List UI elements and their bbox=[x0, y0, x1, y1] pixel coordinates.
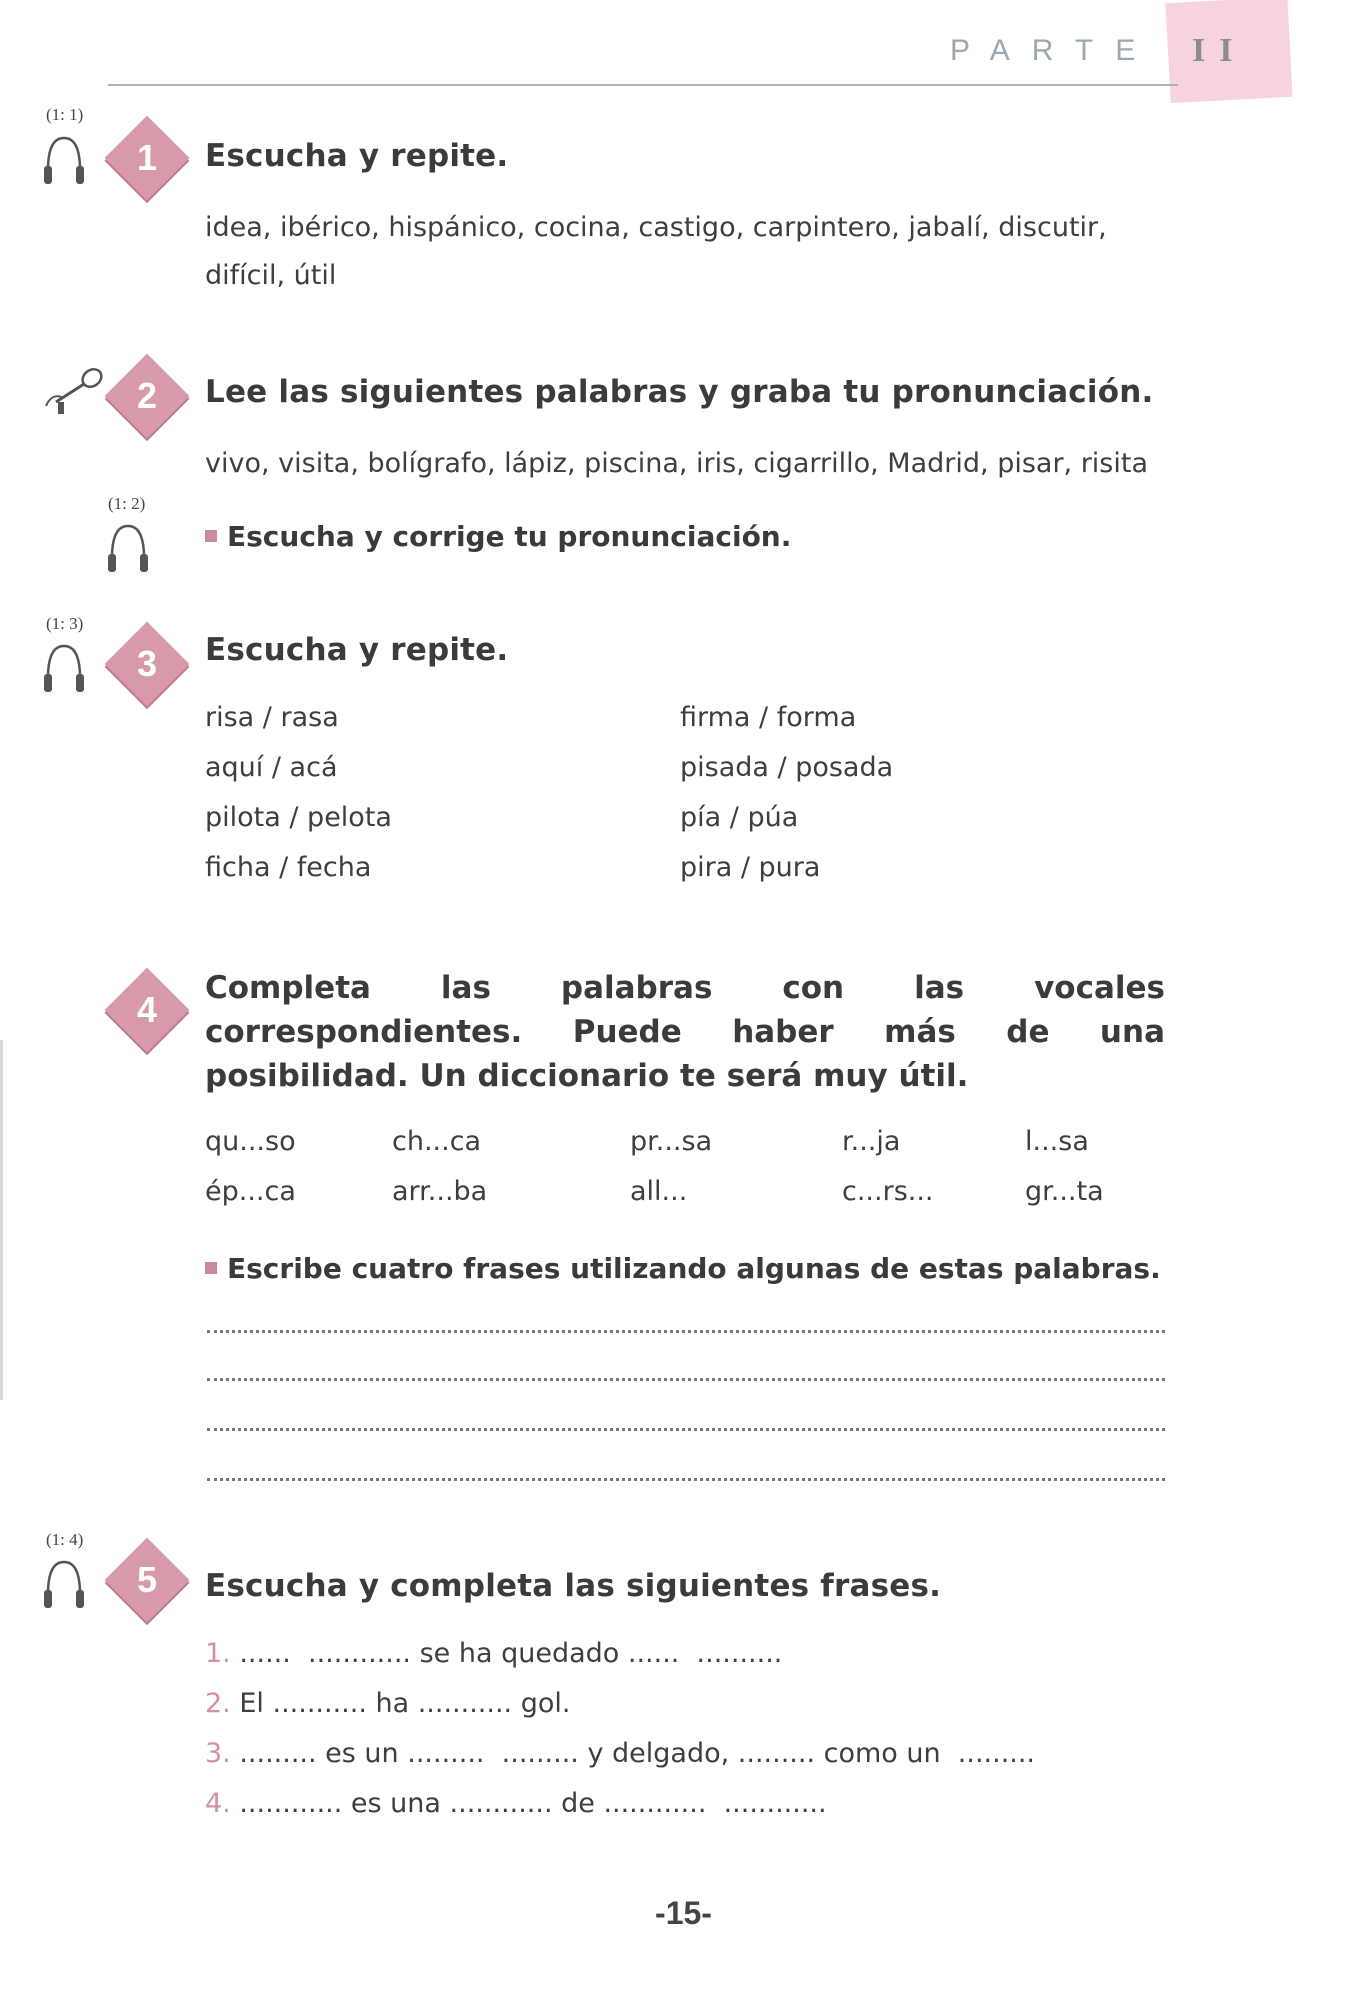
exercise-4-sub-instruction: Escribe cuatro frases utilizando algunas de estas palabras. bbox=[205, 1252, 1161, 1285]
word-pair: pilota / pelota bbox=[205, 802, 392, 833]
headphones-icon[interactable] bbox=[42, 1554, 86, 1614]
headphones-icon[interactable] bbox=[42, 130, 86, 190]
word-pair: firma / forma bbox=[680, 702, 857, 733]
exercise-4-badge: 4 bbox=[105, 968, 189, 1052]
sentence-3: 3. ......... es un ......... ......... y delgado, ......... como un ......... bbox=[205, 1738, 1036, 1769]
bullet-marker bbox=[205, 530, 217, 542]
headphones-icon[interactable] bbox=[42, 638, 86, 698]
fill-word: l...sa bbox=[1025, 1126, 1089, 1157]
writing-line-2[interactable] bbox=[207, 1378, 1165, 1381]
track-label-3: (1: 3) bbox=[46, 614, 84, 633]
exercise-4-title: Completa las palabras con las vocales correspondientes. Puede haber más de una posibilidad. Un diccionario te será muy útil. bbox=[205, 970, 1165, 1094]
exercise-3-badge: 3 bbox=[105, 622, 189, 706]
page-binding-edge bbox=[0, 1040, 3, 1400]
word-pair: ficha / fecha bbox=[205, 852, 372, 883]
track-label-1: (1: 1) bbox=[46, 105, 84, 124]
page-number: -15- bbox=[655, 1895, 712, 1931]
word-pair: pía / púa bbox=[680, 802, 799, 833]
track-label-2: (1: 2) bbox=[108, 494, 146, 513]
fill-word: ép...ca bbox=[205, 1176, 296, 1207]
fill-word: ch...ca bbox=[392, 1126, 482, 1157]
sentence-2: 2. El ........... ha ........... gol. bbox=[205, 1688, 571, 1719]
exercise-2-badge: 2 bbox=[105, 354, 189, 438]
headphones-icon[interactable] bbox=[106, 518, 150, 578]
fill-word: pr...sa bbox=[630, 1126, 713, 1157]
exercise-5-badge: 5 bbox=[105, 1538, 189, 1622]
exercise-5-title: Escucha y completa las siguientes frases. bbox=[205, 1568, 942, 1604]
track-label-4: (1: 4) bbox=[46, 1530, 84, 1549]
exercise-1-title: Escucha y repite. bbox=[205, 138, 509, 174]
fill-word: qu...so bbox=[205, 1126, 296, 1157]
microphone-icon[interactable] bbox=[38, 362, 108, 418]
exercise-1-badge: 1 bbox=[105, 116, 189, 200]
writing-line-4[interactable] bbox=[207, 1478, 1165, 1481]
word-pair: pira / pura bbox=[680, 852, 821, 883]
exercise-2-title: Lee las siguientes palabras y graba tu pronunciación. bbox=[205, 374, 1154, 410]
exercise-1-words: idea, ibérico, hispánico, cocina, castigo, carpintero, jabalí, discutir, difícil, útil bbox=[205, 212, 1107, 291]
part-label: PARTE bbox=[950, 34, 1158, 67]
writing-line-1[interactable] bbox=[207, 1330, 1165, 1333]
header-divider bbox=[108, 84, 1178, 86]
sentence-1: 1. ...... ............ se ha quedado ...... .......... bbox=[205, 1638, 783, 1669]
part-number: II bbox=[1192, 32, 1247, 69]
exercise-2-words: vivo, visita, bolígrafo, lápiz, piscina, iris, cigarrillo, Madrid, pisar, risita bbox=[205, 448, 1149, 479]
fill-word: r...ja bbox=[842, 1126, 901, 1157]
word-pair: risa / rasa bbox=[205, 702, 339, 733]
fill-word: c...rs... bbox=[842, 1176, 934, 1207]
fill-word: arr...ba bbox=[392, 1176, 488, 1207]
fill-word: gr...ta bbox=[1025, 1176, 1104, 1207]
exercise-2-sub-instruction: Escucha y corrige tu pronunciación. bbox=[205, 520, 791, 553]
word-pair: aquí / acá bbox=[205, 752, 338, 783]
word-pair: pisada / posada bbox=[680, 752, 894, 783]
writing-line-3[interactable] bbox=[207, 1428, 1165, 1431]
bullet-marker bbox=[205, 1262, 217, 1274]
exercise-3-title: Escucha y repite. bbox=[205, 632, 509, 668]
fill-word: all... bbox=[630, 1176, 688, 1207]
sentence-4: 4. ............ es una ............ de ............ ............ bbox=[205, 1788, 827, 1819]
